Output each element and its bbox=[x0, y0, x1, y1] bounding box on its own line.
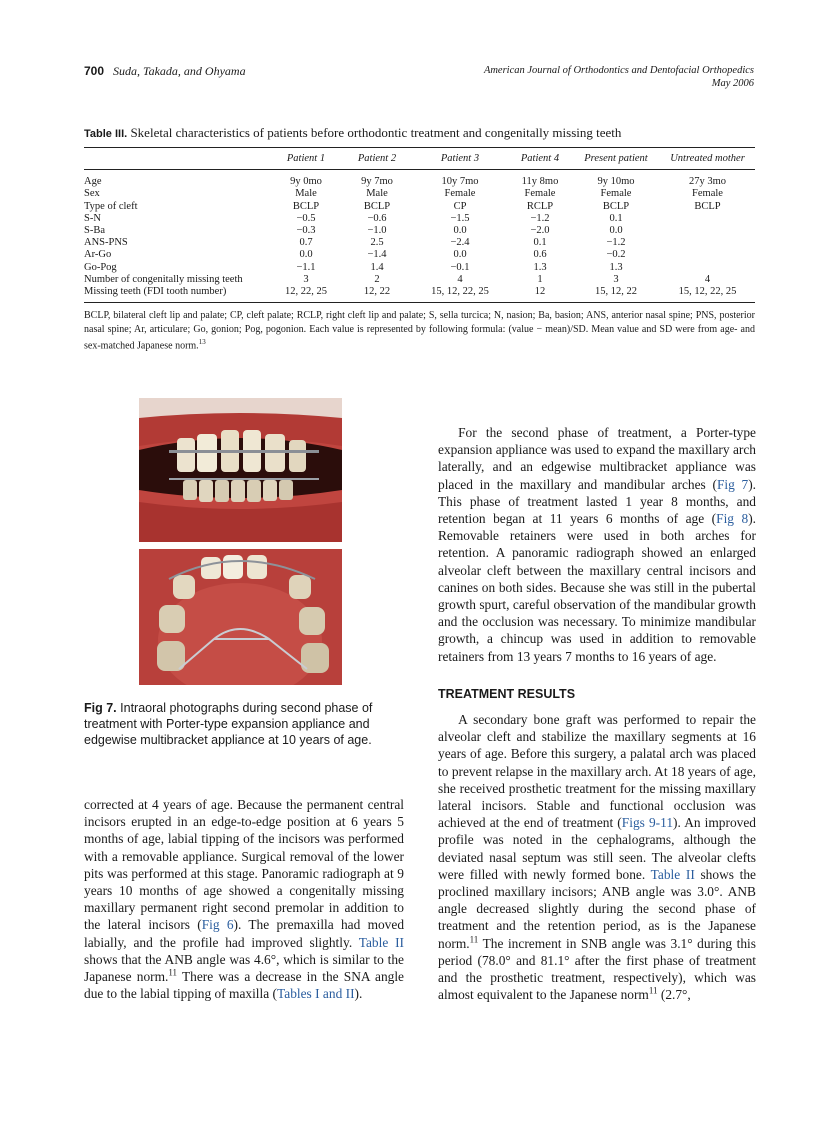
table-header-cell: Patient 1 bbox=[270, 148, 342, 170]
figure-caption bbox=[84, 700, 404, 748]
table-title: Skeletal characteristics of patients before orthodontic treatment and congenitally missing teeth bbox=[130, 125, 622, 140]
table-cell: −1.0 bbox=[367, 225, 387, 237]
text-run: ). An improved profile was noted in the cephalograms, although the deviated nasal septum was still seen. The alveolar clefts were filled with newly formed bone. bbox=[438, 815, 756, 882]
table-cell: 0.1 bbox=[609, 212, 623, 224]
table-cell: −0.6 bbox=[367, 212, 387, 224]
row-label: Age bbox=[84, 176, 102, 188]
table-cell: −1.4 bbox=[367, 249, 387, 261]
table-cell bbox=[660, 262, 755, 274]
table-cell: 0.0 bbox=[453, 249, 467, 261]
table-cell: −1.2 bbox=[530, 212, 550, 224]
table-cell: 1 bbox=[537, 273, 543, 285]
table-footnote bbox=[84, 309, 755, 353]
fig-6-link[interactable]: Fig 6 bbox=[201, 917, 234, 933]
table-cell bbox=[660, 237, 755, 249]
table-cell bbox=[660, 225, 755, 237]
table-label: Table III. bbox=[84, 128, 128, 140]
table-cell: Male bbox=[295, 188, 317, 200]
body-paragraph bbox=[438, 424, 756, 665]
text-run: A secondary bone graft was performed to repair the alveolar cleft and stabilize the maxillary segments at 16 years of age. Before this surgery, a palatal arch was placed to prevent relapse in the maxillary arch. At 18 years of age, she received prosthetic treatment for the missing maxillary lateral incisors. Stable and functional occlusion was achieved at the end of treatment ( bbox=[438, 712, 756, 831]
table-cell: 9y 0mo bbox=[290, 176, 322, 188]
table-cell: 0.0 bbox=[453, 225, 467, 237]
table-header-cell: Patient 3 bbox=[412, 148, 508, 170]
table-cell: 0.0 bbox=[609, 225, 623, 237]
row-label: Ar-Go bbox=[84, 249, 112, 261]
table-cell: 2.5 bbox=[370, 237, 384, 249]
citation-superscript: 11 bbox=[469, 934, 479, 945]
header-right bbox=[484, 64, 754, 90]
table-header-cell: Present patient bbox=[572, 148, 660, 170]
skeletal-characteristics-table bbox=[84, 147, 755, 303]
table-cell: −2.0 bbox=[530, 225, 550, 237]
footnote-reference: 13 bbox=[198, 338, 206, 347]
table-cell: 15, 12, 22 bbox=[572, 286, 660, 303]
table-row bbox=[84, 274, 755, 286]
table-header-cell: Patient 2 bbox=[342, 148, 412, 170]
table-header-cell bbox=[84, 148, 270, 170]
table-header-row bbox=[84, 148, 755, 170]
text-run: shows the proclined maxillary incisors; ANB angle was 3.0°. ANB angle decreased slightly during the second phase of treatment and the retention period, as is the Japanese norm. bbox=[438, 866, 756, 951]
table-cell: Male bbox=[366, 188, 388, 200]
table-cell: 4 bbox=[457, 273, 463, 285]
table-cell: −0.5 bbox=[296, 212, 316, 224]
table-cell: 4 bbox=[704, 273, 711, 285]
citation-superscript: 11 bbox=[168, 967, 178, 978]
table-cell: 0.0 bbox=[299, 249, 313, 261]
table-row bbox=[84, 213, 755, 225]
text-run: ). This phase of treatment lasted 1 year 8 months, and retention began at 11 years 6 months of age ( bbox=[438, 476, 757, 527]
row-label: Type of cleft bbox=[84, 200, 138, 212]
table-cell: BCLP bbox=[694, 200, 721, 212]
text-run: ). The premaxilla had moved labially, and the profile had improved slightly. bbox=[84, 917, 405, 950]
table-cell: −1.1 bbox=[296, 261, 316, 273]
text-run: There was a decrease in the SNA angle due to the labial tipping of maxilla ( bbox=[84, 969, 404, 1002]
table-cell: −2.4 bbox=[450, 237, 470, 249]
table-cell: −1.5 bbox=[450, 212, 470, 224]
table-row bbox=[84, 201, 755, 213]
table-cell: CP bbox=[453, 200, 467, 212]
section-heading: TREATMENT RESULTS bbox=[438, 686, 576, 701]
intraoral-photo-occlusal bbox=[139, 549, 342, 685]
row-label: Missing teeth (FDI tooth number) bbox=[84, 286, 270, 303]
text-run: ). Removable retainers were used in both arches for retention. A panoramic radiograph showed an enlarged alveolar cleft between the maxillary central incisors and canines on both sides. Because she was still in the pubertal growth spurt, careful observation of the mandibular growth and the occlusion was necessary. To minimize mandibular growth, a chincup was used in addition to removable retainers from 13 years 7 months to 16 years of age. bbox=[438, 511, 756, 664]
row-label: Sex bbox=[84, 188, 100, 200]
header-date: May 2006 bbox=[711, 78, 754, 89]
table-header-cell: Patient 4 bbox=[508, 148, 572, 170]
table-cell: 3 bbox=[303, 273, 309, 285]
table-cell bbox=[660, 213, 755, 225]
table-row bbox=[84, 170, 755, 189]
table-cell: Female bbox=[692, 188, 723, 200]
text-run: (2.7°, bbox=[657, 987, 691, 1003]
figure-label: Fig 7. bbox=[84, 701, 117, 715]
header-authors: Suda, Takada, and Ohyama bbox=[113, 64, 246, 78]
row-label: ANS-PNS bbox=[84, 237, 128, 249]
citation-superscript: 11 bbox=[648, 985, 658, 996]
table-cell: −0.1 bbox=[450, 261, 470, 273]
table-cell: −0.3 bbox=[296, 225, 316, 237]
row-label: S-Ba bbox=[84, 225, 105, 237]
table-ii-link[interactable]: Table II bbox=[650, 866, 695, 882]
table-cell: Female bbox=[444, 188, 476, 200]
table-cell: 3 bbox=[613, 273, 619, 285]
table-row bbox=[84, 188, 755, 200]
page-number: 700 bbox=[84, 64, 105, 78]
header-left bbox=[84, 64, 246, 79]
table-cell: 12, 22, 25 bbox=[270, 286, 342, 303]
table-cell: 10y 7mo bbox=[441, 176, 479, 188]
table-row bbox=[84, 237, 755, 249]
table-cell: 15, 12, 22, 25 bbox=[412, 286, 508, 303]
table-cell: Female bbox=[524, 188, 556, 200]
row-label: Go-Pog bbox=[84, 261, 117, 273]
header-journal: American Journal of Orthodontics and Dentofacial Orthopedics bbox=[483, 65, 754, 76]
fig-7-link[interactable]: Fig 7 bbox=[716, 476, 749, 492]
table-cell: 0.1 bbox=[533, 237, 547, 249]
table-cell: RCLP bbox=[526, 200, 554, 212]
table-cell: 11y 8mo bbox=[521, 176, 559, 188]
table-cell bbox=[660, 249, 755, 261]
table-cell: 15, 12, 22, 25 bbox=[660, 286, 755, 303]
row-label: S-N bbox=[84, 212, 101, 224]
table-cell: −1.2 bbox=[606, 237, 626, 249]
running-header bbox=[84, 64, 754, 94]
table-caption bbox=[84, 125, 755, 141]
right-column bbox=[438, 424, 756, 1004]
table-cell: 2 bbox=[374, 273, 380, 285]
table-cell: 1.4 bbox=[370, 261, 384, 273]
left-column bbox=[84, 796, 404, 1002]
table-row bbox=[84, 225, 755, 237]
figure-caption-text: Intraoral photographs during second phase of treatment with Porter-type expansion appliance and edgewise multibracket appliance at 10 years of age. bbox=[84, 701, 373, 747]
table-cell: BCLP bbox=[602, 200, 630, 212]
table-iii bbox=[84, 125, 755, 353]
text-run: shows that the ANB angle was 4.6°, which is similar to the Japanese norm. bbox=[84, 951, 404, 985]
table-cell: 27y 3mo bbox=[688, 176, 727, 188]
figs-9-11-link[interactable]: Figs 9-11 bbox=[621, 815, 674, 831]
table-cell: 0.6 bbox=[533, 249, 547, 261]
fig-8-link[interactable]: Fig 8 bbox=[716, 511, 749, 527]
table-cell: 1.3 bbox=[609, 261, 623, 273]
table-cell: 1.3 bbox=[533, 261, 547, 273]
intraoral-photo-frontal bbox=[139, 398, 342, 542]
table-cell: 9y 7mo bbox=[361, 176, 393, 188]
table-cell: 9y 10mo bbox=[597, 176, 635, 188]
text-run: corrected at 4 years of age. Because the permanent central incisors erupted in an edge-to-edge position at 6 years 5 months of age, labial tipping of the incisors was performed with a removable appliance. Surgical removal of the lower pits was performed at this stage. Panoramic radiograph at 9 years 10 months of age showed a congenitally missing maxillary permanent right second premolar in addition to the lateral incisors ( bbox=[84, 797, 404, 933]
table-ii-link[interactable]: Table II bbox=[358, 934, 405, 950]
table-header-cell: Untreated mother bbox=[660, 148, 755, 170]
table-cell: BCLP bbox=[363, 200, 391, 212]
text-run: ). bbox=[354, 986, 363, 1002]
row-label: Number of congenitally missing teeth bbox=[84, 273, 243, 285]
table-row bbox=[84, 286, 755, 303]
table-cell: Female bbox=[600, 188, 632, 200]
tables-i-ii-link[interactable]: Tables I and II bbox=[277, 986, 355, 1002]
table-row bbox=[84, 249, 755, 261]
text-run: The increment in SNB angle was 3.1° during this period (78.0° and 81.1° after the first phase of treatment and the prosthetic treatment, respectively), which was almost equivalent to the Japanese norm bbox=[438, 935, 756, 1003]
table-row bbox=[84, 262, 755, 274]
table-cell: BCLP bbox=[292, 200, 320, 212]
table-cell: 12, 22 bbox=[342, 286, 412, 303]
table-cell: 12 bbox=[508, 286, 572, 303]
body-paragraph bbox=[84, 796, 404, 1002]
body-paragraph bbox=[438, 711, 756, 1003]
table-cell: 0.7 bbox=[299, 237, 313, 249]
text-run: For the second phase of treatment, a Porter-type expansion appliance was used to expand the maxillary arch laterally, and an edgewise multibracket appliance was placed in the maxillary and mandibular arches ( bbox=[438, 425, 756, 492]
table-footnote-text: BCLP, bilateral cleft lip and palate; CP, cleft palate; RCLP, right cleft lip and palate; S, sella turcica; N, nasion; Ba, basion; ANS, anterior nasal spine; PNS, posterior nasal spine; Ar, articulare; Go, gonion; Pog, pogonion. Each value is represented by following formula: (value − mean)/SD. Mean value and SD were from age- and sex-matched Japanese norm. bbox=[84, 310, 755, 352]
table-cell: −0.2 bbox=[606, 249, 626, 261]
